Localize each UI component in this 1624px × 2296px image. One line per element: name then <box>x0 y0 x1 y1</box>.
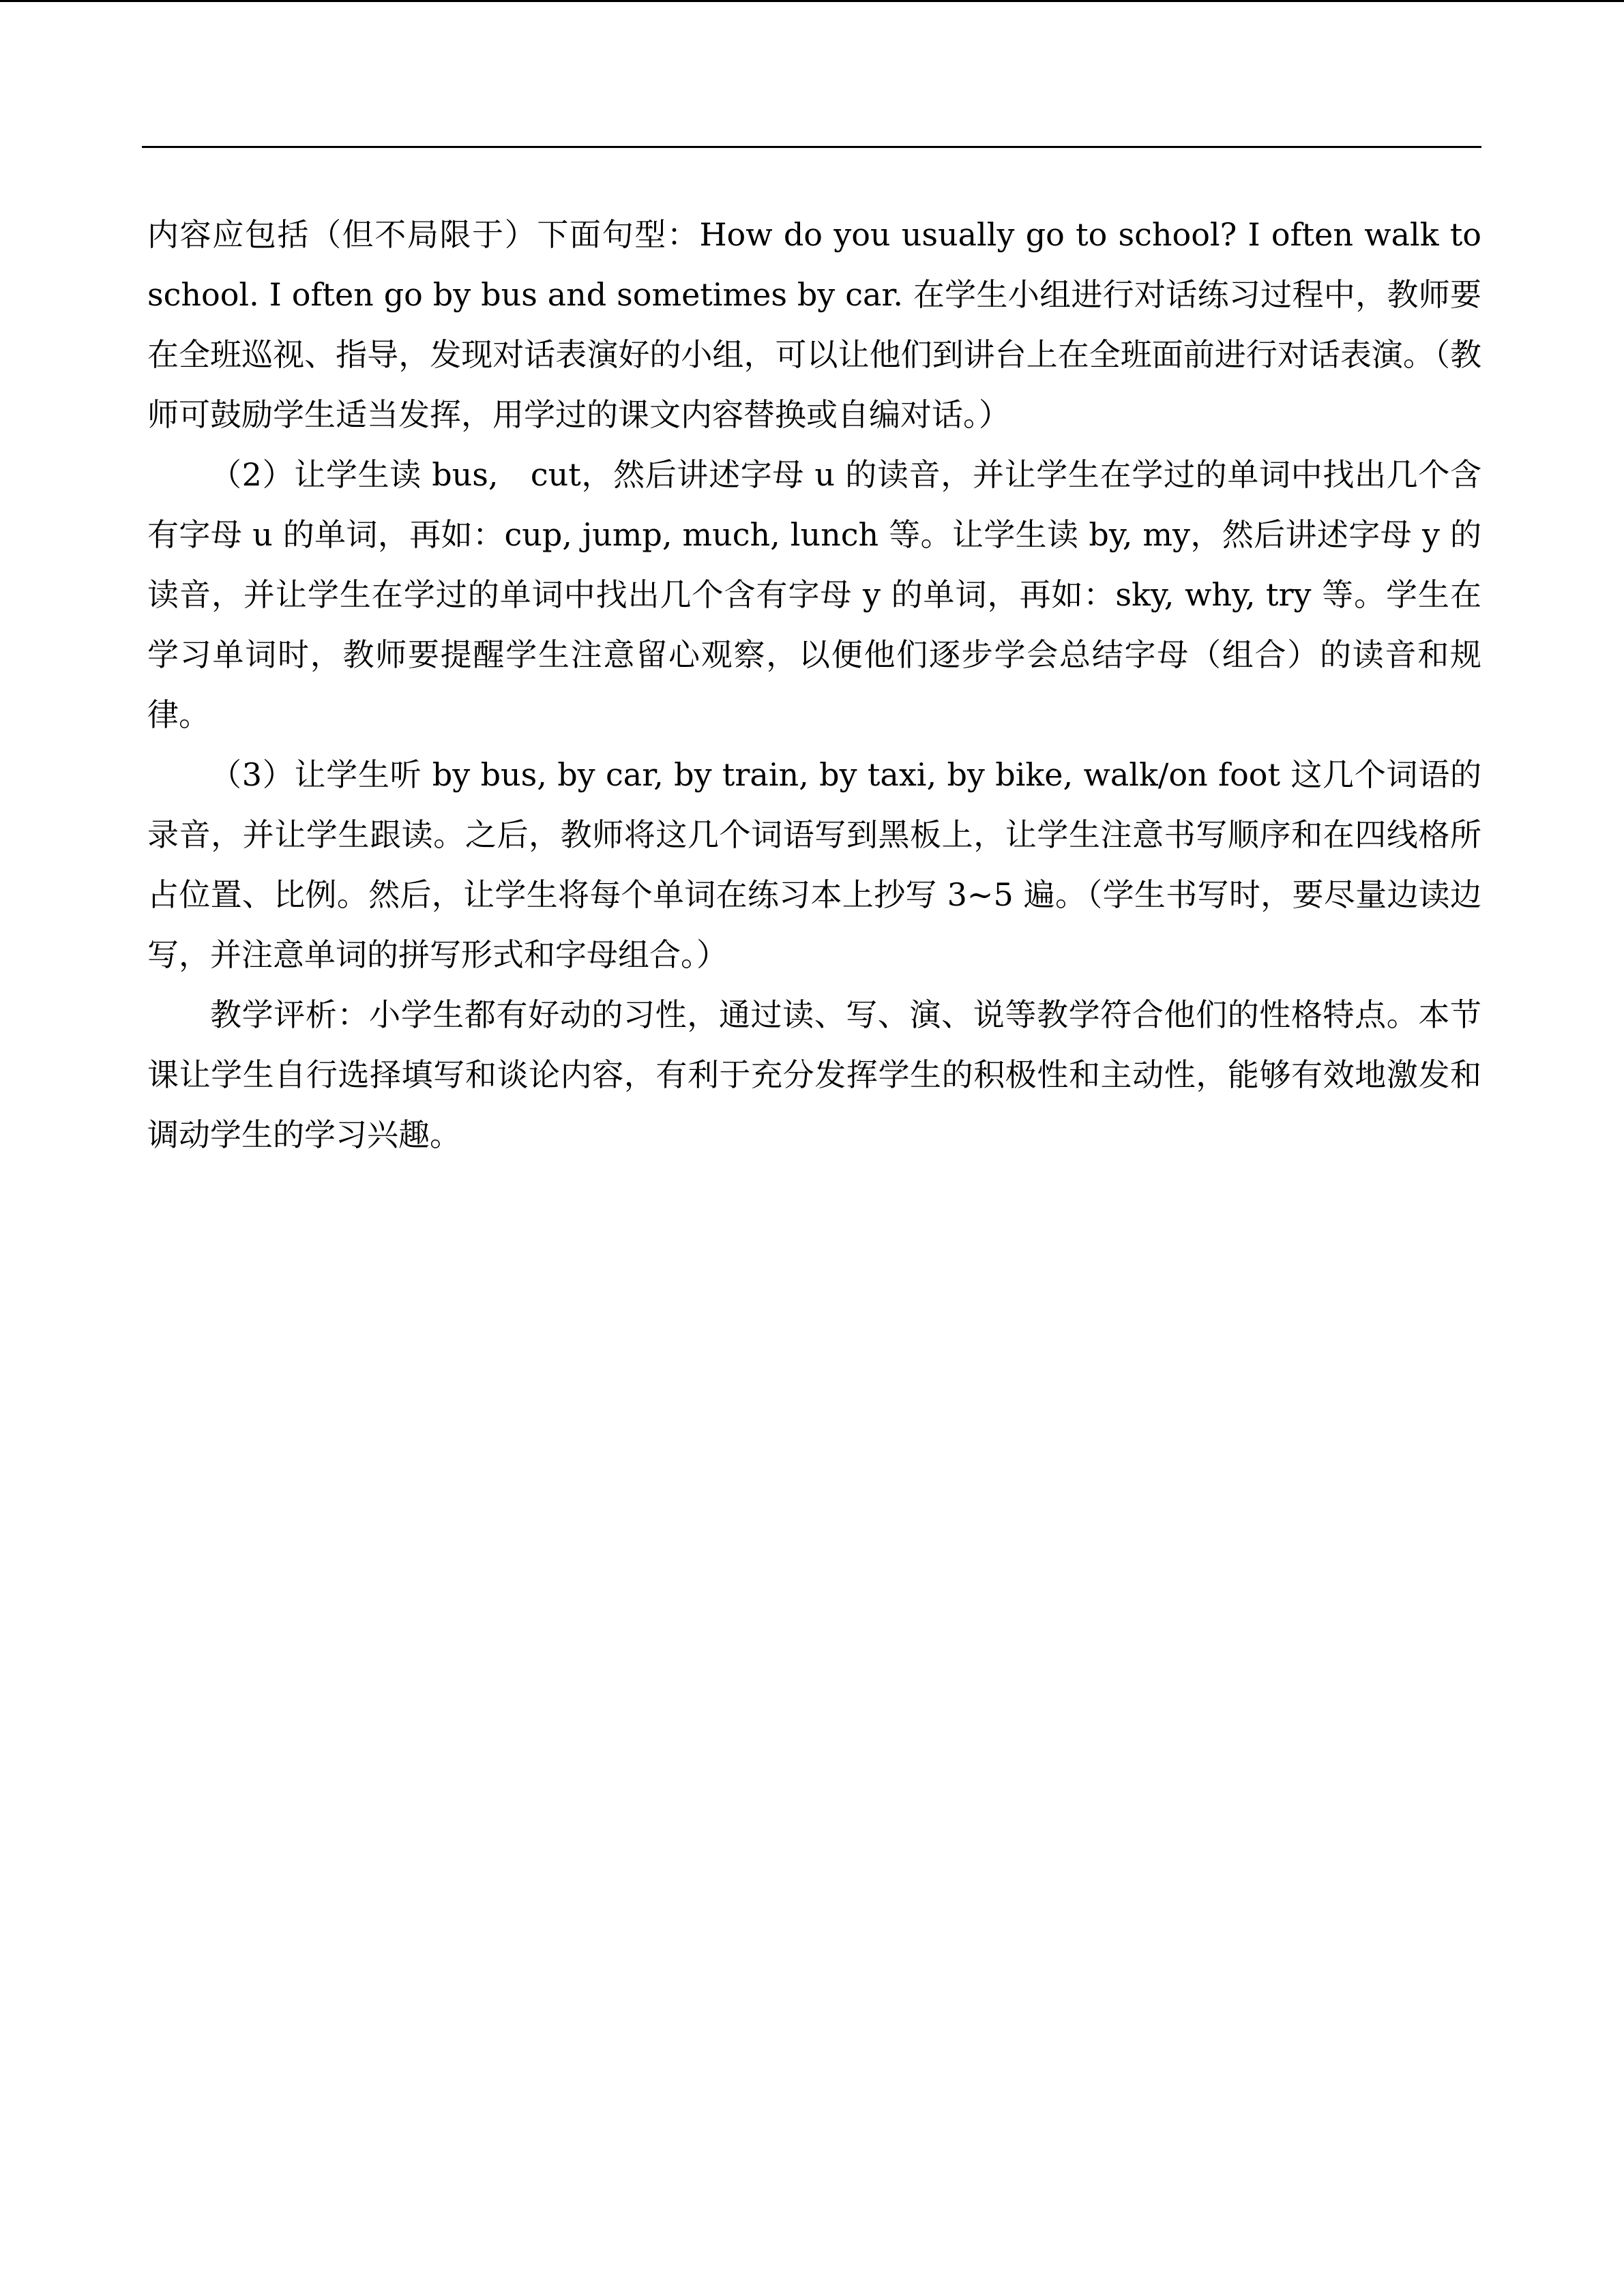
paragraph-step-3: （3）让学生听 by bus, by car, by train, by taxi, by bike, walk/on foot 这几个词语的录音，并让学生跟读。之后，教师将这几个词语写到黑板上，让学生注意书写顺序和在四线格所占位置、比例。然后，让学生将每个单词在练习本上抄写 3~5 遍。（学生书写时，要尽量边读边写，并注意单词的拼写形式和字母组合。） <box>147 756 1481 973</box>
document-body <box>147 205 1481 1165</box>
header-rule <box>142 146 1481 148</box>
paragraph-continuation: 内容应包括（但不局限于）下面句型：How do you usually go to school? I often walk to school. I often go by bus and sometimes by car. 在学生小组进行对话练习过程中，教师要在全班巡视、指导，发现对话表演好的小组，可以让他们到讲台上在全班面前进行对话表演。（教师可鼓励学生适当发挥，用学过的课文内容替换或自编对话。） <box>147 216 1481 433</box>
page-top-border <box>0 0 1624 2</box>
paragraph-step-2: （2）让学生读 bus, cut，然后讲述字母 u 的读音，并让学生在学过的单词中找出几个含有字母 u 的单词，再如：cup, jump, much, lunch 等。让学生读 by, my，然后讲述字母 y 的读音，并让学生在学过的单词中找出几个含有字母 y 的单词，再如：sky, why, try 等。学生在学习单词时，教师要提醒学生注意留心观察，以便他们逐步学会总结字母（组合）的读音和规律。 <box>147 456 1481 733</box>
paragraph-teaching-evaluation: 教学评析：小学生都有好动的习性，通过读、写、演、说等教学符合他们的性格特点。本节课让学生自行选择填写和谈论内容，有利于充分发挥学生的积极性和主动性，能够有效地激发和调动学生的学习兴趣。 <box>147 996 1481 1153</box>
